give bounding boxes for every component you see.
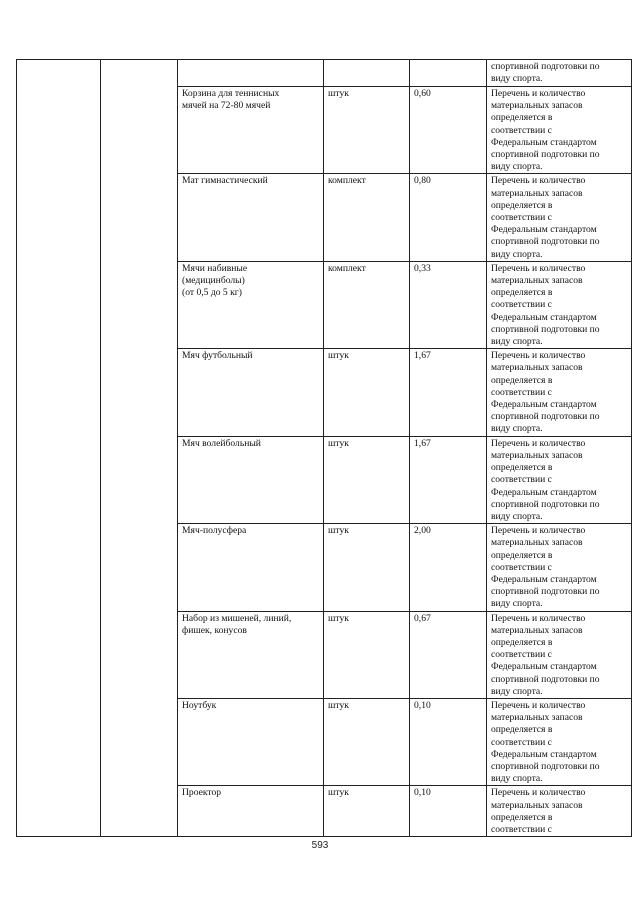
item-note: Перечень и количество материальных запасов определяется в соответствии с Федеральным стандартом спортивной подготовки по виду спорта. xyxy=(487,349,632,436)
item-note: Перечень и количество материальных запасов определяется в соответствии с xyxy=(487,786,632,837)
item-name: Набор из мишеней, линий, фишек, конусов xyxy=(178,611,324,698)
item-quantity: 1,67 xyxy=(410,349,487,436)
item-note: Перечень и количество материальных запасов определяется в соответствии с Федеральным стандартом спортивной подготовки по виду спорта. xyxy=(487,436,632,523)
item-unit: комплект xyxy=(324,174,410,261)
item-unit: штук xyxy=(324,786,410,837)
item-name: Мат гимнастический xyxy=(178,174,324,261)
equipment-table xyxy=(16,59,632,837)
item-name xyxy=(178,60,324,87)
item-unit: штук xyxy=(324,349,410,436)
item-note: спортивной подготовки по виду спорта. xyxy=(487,60,632,87)
item-quantity: 2,00 xyxy=(410,524,487,611)
second-column-cell xyxy=(101,60,178,837)
item-name: Проектор xyxy=(178,786,324,837)
item-note: Перечень и количество материальных запасов определяется в соответствии с Федеральным стандартом спортивной подготовки по виду спорта. xyxy=(487,87,632,174)
item-quantity: 0,10 xyxy=(410,698,487,785)
item-name: Мяч футбольный xyxy=(178,349,324,436)
item-name: Корзина для теннисных мячей на 72-80 мячей xyxy=(178,87,324,174)
item-note: Перечень и количество материальных запасов определяется в соответствии с Федеральным стандартом спортивной подготовки по виду спорта. xyxy=(487,524,632,611)
item-quantity xyxy=(410,60,487,87)
item-note: Перечень и количество материальных запасов определяется в соответствии с Федеральным стандартом спортивной подготовки по виду спорта. xyxy=(487,698,632,785)
item-note: Перечень и количество материальных запасов определяется в соответствии с Федеральным стандартом спортивной подготовки по виду спорта. xyxy=(487,174,632,261)
item-quantity: 0,33 xyxy=(410,261,487,348)
item-quantity: 0,80 xyxy=(410,174,487,261)
item-name: Ноутбук xyxy=(178,698,324,785)
item-quantity: 0,67 xyxy=(410,611,487,698)
item-unit: штук xyxy=(324,87,410,174)
item-unit: комплект xyxy=(324,261,410,348)
item-unit xyxy=(324,60,410,87)
first-column-cell xyxy=(17,60,101,837)
table-row xyxy=(17,60,632,87)
item-unit: штук xyxy=(324,436,410,523)
item-unit: штук xyxy=(324,698,410,785)
item-note: Перечень и количество материальных запасов определяется в соответствии с Федеральным стандартом спортивной подготовки по виду спорта. xyxy=(487,261,632,348)
page-number: 593 xyxy=(311,840,329,851)
item-unit: штук xyxy=(324,524,410,611)
item-quantity: 0,60 xyxy=(410,87,487,174)
equipment-table-container xyxy=(16,59,625,837)
item-quantity: 0,10 xyxy=(410,786,487,837)
item-quantity: 1,67 xyxy=(410,436,487,523)
item-name: Мяч волейбольный xyxy=(178,436,324,523)
item-unit: штук xyxy=(324,611,410,698)
item-note: Перечень и количество материальных запасов определяется в соответствии с Федеральным стандартом спортивной подготовки по виду спорта. xyxy=(487,611,632,698)
item-name: Мяч-полусфера xyxy=(178,524,324,611)
item-name: Мячи набивные (медицинболы) (от 0,5 до 5 кг) xyxy=(178,261,324,348)
